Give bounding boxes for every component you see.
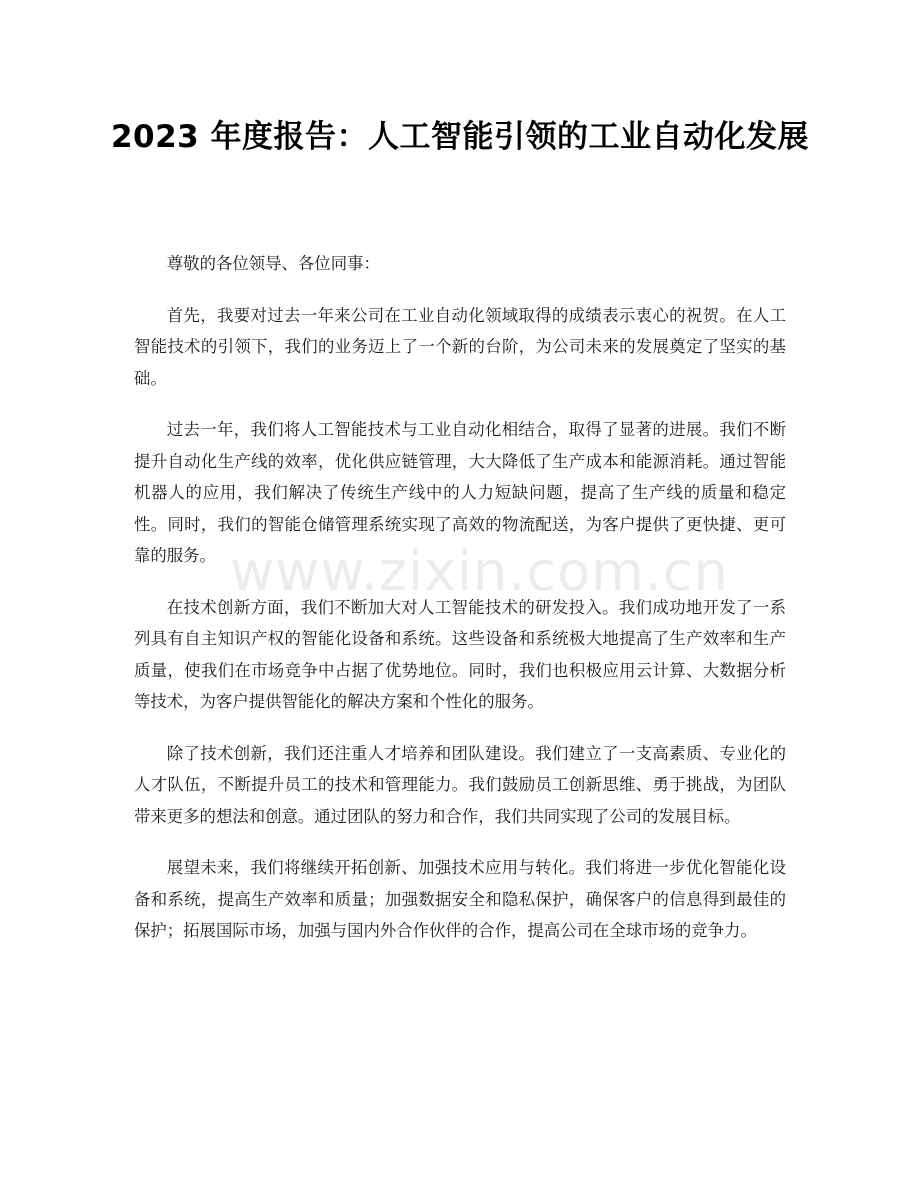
watermark: www.zixin.com.cn [230, 540, 729, 603]
paragraph: 在技术创新方面，我们不断加大对人工智能技术的研发投入。我们成功地开发了一系列具有自主知识产权的智能化设备和系统。这些设备和系统极大地提高了生产效率和生产质量，使我们在市场竞争中占据了优势地位。同时，我们也积极应用云计算、大数据分析等技术，为客户提供智能化的解决方案和个性化的服务。 [134, 597, 786, 711]
document-body [134, 248, 786, 967]
paragraph: 展望未来，我们将继续开拓创新、加强技术应用与转化。我们将进一步优化智能化设备和系统，提高生产效率和质量；加强数据安全和隐私保护，确保客户的信息得到最佳的保护；拓展国际市场，加强与国内外合作伙伴的合作，提高公司在全球市场的竞争力。 [134, 858, 786, 940]
paragraph: 过去一年，我们将人工智能技术与工业自动化相结合，取得了显著的进展。我们不断提升自动化生产线的效率，优化供应链管理，大大降低了生产成本和能源消耗。通过智能机器人的应用，我们解决了传统生产线中的人力短缺问题，提高了生产线的质量和稳定性。同时，我们的智能仓储管理系统实现了高效的物流配送，为客户提供了更快捷、更可靠的服务。 [134, 420, 786, 565]
document-title: 2023 年度报告：人工智能引领的工业自动化发展 [110, 119, 810, 155]
paragraph: 除了技术创新，我们还注重人才培养和团队建设。我们建立了一支高素质、专业化的人才队伍，不断提升员工的技术和管理能力。我们鼓励员工创新思维、勇于挑战，为团队带来更多的想法和创意。通过团队的努力和合作，我们共同实现了公司的发展目标。 [134, 743, 786, 826]
paragraph-salutation: 尊敬的各位领导、各位同事： [166, 254, 380, 273]
paragraph: 首先，我要对过去一年来公司在工业自动化领域取得的成绩表示衷心的祝贺。在人工智能技术的引领下，我们的业务迈上了一个新的台阶，为公司未来的发展奠定了坚实的基础。 [134, 305, 786, 388]
